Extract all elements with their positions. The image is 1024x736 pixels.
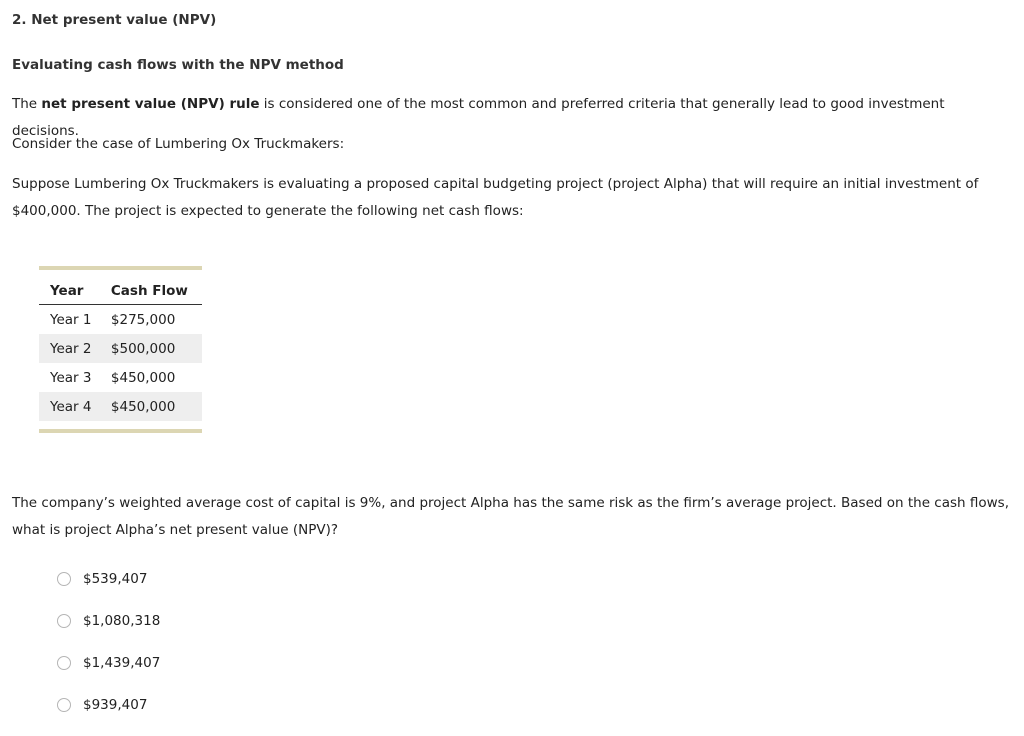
year-cell: Year 4: [39, 392, 100, 421]
answer-option-label[interactable]: $939,407: [83, 697, 148, 713]
year-cell: Year 2: [39, 334, 100, 363]
radio-button[interactable]: [57, 698, 71, 712]
cash-flow-column-header: Cash Flow: [100, 278, 202, 305]
section-title: Evaluating cash flows with the NPV method: [12, 57, 344, 73]
radio-button[interactable]: [57, 572, 71, 586]
scenario-paragraph: Suppose Lumbering Ox Truckmakers is evaluating a proposed capital budgeting project (project Alpha) that will require an initial investment of $400,000. The project is expected to generate the following net cash flows:: [12, 176, 979, 219]
intro-suffix: is considered one of the most common and preferred criteria that generally lead to good investment decisions.: [12, 96, 945, 139]
cash-flow-cell: $275,000: [110, 311, 176, 328]
cash-flow-cell: $450,000: [110, 369, 176, 386]
question-prompt: The company’s weighted average cost of capital is 9%, and project Alpha has the same risk as the firm’s average project. Based on the cash flows, what is project Alpha’s net present value (NPV)?: [12, 495, 1009, 538]
year-cell: Year 3: [50, 369, 92, 386]
npv-rule-term: net present value (NPV) rule: [41, 96, 260, 112]
cash-flow-table: [39, 278, 202, 421]
table-header-row: [39, 278, 202, 305]
radio-button[interactable]: [57, 614, 71, 628]
answer-option-1[interactable]: [57, 571, 147, 587]
cash-flow-table-container: [39, 266, 202, 433]
answer-option-2[interactable]: [57, 613, 160, 629]
question-number-title: 2. Net present value (NPV): [12, 12, 217, 28]
cash-flow-cell: $450,000: [100, 392, 202, 421]
answer-option-4[interactable]: [57, 697, 147, 713]
table-row: [39, 392, 202, 421]
table-row: [39, 334, 202, 363]
table-row: [39, 305, 202, 335]
answer-option-label[interactable]: $1,439,407: [83, 655, 161, 671]
cash-flow-cell: $500,000: [100, 334, 202, 363]
case-line: Consider the case of Lumbering Ox Truckmakers:: [12, 136, 345, 152]
year-column-header: Year: [39, 278, 100, 305]
table-row: [39, 363, 202, 392]
answer-option-3[interactable]: [57, 655, 160, 671]
answer-option-label[interactable]: $539,407: [83, 571, 148, 587]
intro-prefix: The: [12, 96, 42, 112]
answer-option-label[interactable]: $1,080,318: [83, 613, 161, 629]
year-cell: Year 1: [50, 311, 92, 328]
radio-button[interactable]: [57, 656, 71, 670]
